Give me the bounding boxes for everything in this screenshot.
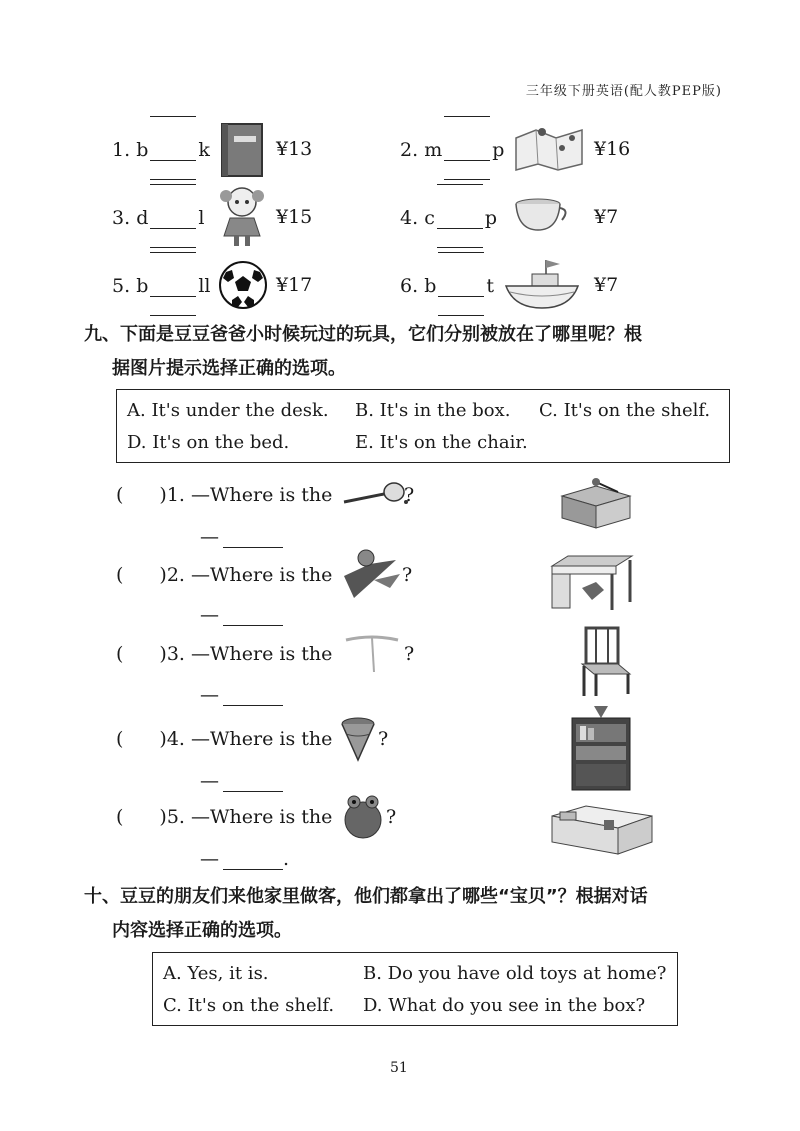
box-scene-icon	[556, 474, 636, 530]
item-number: 1.	[112, 139, 131, 161]
item-number: 2.	[400, 139, 419, 161]
option-d: D. It's on the bed.	[127, 432, 290, 453]
boat-icon	[502, 256, 582, 312]
question-mark: ?	[378, 728, 389, 750]
toy-frog-icon	[340, 792, 386, 840]
question-text: 2. —Where is the	[166, 564, 333, 586]
ball-icon	[218, 260, 268, 310]
item-number: 6.	[400, 275, 419, 297]
options-box-10	[152, 952, 678, 1026]
option-c: C. It's on the shelf.	[163, 995, 335, 1016]
item-suffix: t	[486, 275, 494, 297]
price-label: ¥13	[276, 138, 313, 160]
answer-blank[interactable]	[223, 687, 283, 706]
question-4: ( )4. —Where is the	[116, 728, 333, 750]
option-b: B. Do you have old toys at home?	[363, 963, 667, 984]
cup-icon	[512, 196, 572, 236]
question-3: ( )3. —Where is the	[116, 643, 333, 665]
bamboo-dragonfly-icon	[342, 632, 402, 676]
spelling-item-2	[400, 138, 504, 161]
answer-paren[interactable]: (	[116, 728, 124, 750]
question-1: ( )1. —Where is the	[116, 484, 333, 506]
option-c: C. It's on the shelf.	[539, 400, 711, 421]
shelf-scene-icon	[568, 704, 634, 794]
spelling-item-1	[112, 138, 210, 161]
rattle-drum-icon	[340, 480, 410, 510]
item-prefix: b	[424, 275, 437, 297]
spelling-item-6	[400, 274, 494, 297]
item-number: 5.	[112, 275, 131, 297]
option-d: D. What do you see in the box?	[363, 995, 646, 1016]
option-e: E. It's on the chair.	[355, 432, 528, 453]
spinning-top-icon	[340, 716, 376, 762]
price-label: ¥7	[594, 206, 619, 228]
option-a: A. Yes, it is.	[163, 963, 269, 984]
item-prefix: b	[136, 139, 149, 161]
section-title-line: 内容选择正确的选项。	[112, 920, 292, 941]
section-title-line: 九、下面是豆豆爸爸小时候玩过的玩具，它们分别被放在了哪里呢？根	[84, 324, 642, 345]
item-prefix: c	[424, 207, 435, 229]
price-label: ¥16	[594, 138, 631, 160]
answer-blank[interactable]	[223, 773, 283, 792]
price-label: ¥15	[276, 206, 313, 228]
option-b: B. It's in the box.	[355, 400, 511, 421]
section-9-title	[84, 318, 724, 386]
answer-blank[interactable]	[223, 607, 283, 626]
item-number: 3.	[112, 207, 131, 229]
answer-paren[interactable]: (	[116, 564, 124, 586]
answer-blank[interactable]	[150, 274, 196, 297]
price-label: ¥17	[276, 274, 313, 296]
bed-scene-icon	[548, 802, 654, 860]
question-mark: ?	[404, 484, 415, 506]
answer-blank[interactable]	[444, 138, 490, 161]
item-suffix: ll	[198, 275, 211, 297]
question-text: 4. —Where is the	[166, 728, 333, 750]
item-suffix: k	[198, 139, 210, 161]
question-text: 3. —Where is the	[166, 643, 333, 665]
answer-line-3: —	[200, 684, 283, 706]
item-suffix: l	[198, 207, 205, 229]
item-prefix: m	[424, 139, 443, 161]
answer-blank[interactable]	[438, 274, 484, 297]
question-mark: ?	[404, 643, 415, 665]
item-number: 4.	[400, 207, 419, 229]
answer-blank[interactable]	[437, 206, 483, 229]
answer-line-5: — .	[200, 848, 290, 870]
parrot-kite-icon	[340, 546, 406, 600]
answer-blank[interactable]	[150, 206, 196, 229]
option-a: A. It's under the desk.	[127, 400, 329, 421]
section-title-line: 据图片提示选择正确的选项。	[112, 358, 346, 379]
question-mark: ?	[402, 564, 413, 586]
spelling-item-5	[112, 274, 211, 297]
answer-blank[interactable]	[223, 529, 283, 548]
answer-line-4: —	[200, 770, 283, 792]
item-prefix: b	[136, 275, 149, 297]
chair-scene-icon	[576, 624, 634, 698]
options-box-9	[116, 389, 730, 463]
question-text: 5. —Where is the	[166, 806, 333, 828]
item-prefix: d	[136, 207, 149, 229]
question-5: ( )5. —Where is the	[116, 806, 333, 828]
answer-paren[interactable]: (	[116, 643, 124, 665]
book-icon	[218, 122, 266, 178]
answer-paren[interactable]: (	[116, 806, 124, 828]
page-number: 51	[390, 1060, 408, 1076]
answer-blank[interactable]	[223, 851, 283, 870]
question-text: 1. —Where is the	[166, 484, 333, 506]
page-header: 三年级下册英语(配人教PEP版)	[525, 84, 722, 99]
section-title-line: 十、豆豆的朋友们来他家里做客，他们都拿出了哪些“宝贝”？根据对话	[84, 886, 648, 907]
section-10-title	[84, 880, 724, 948]
spelling-item-3	[112, 206, 204, 229]
desk-scene-icon	[548, 552, 636, 614]
item-suffix: p	[492, 139, 505, 161]
question-mark: ?	[386, 806, 397, 828]
price-label: ¥7	[594, 274, 619, 296]
question-2: ( )2. —Where is the	[116, 564, 333, 586]
answer-blank[interactable]	[150, 138, 196, 161]
spelling-item-4	[400, 206, 497, 229]
answer-paren[interactable]: (	[116, 484, 124, 506]
answer-line-1: —	[200, 526, 283, 548]
doll-icon	[218, 184, 266, 248]
map-icon	[512, 124, 588, 174]
item-suffix: p	[484, 207, 498, 229]
answer-line-2: —	[200, 604, 283, 626]
